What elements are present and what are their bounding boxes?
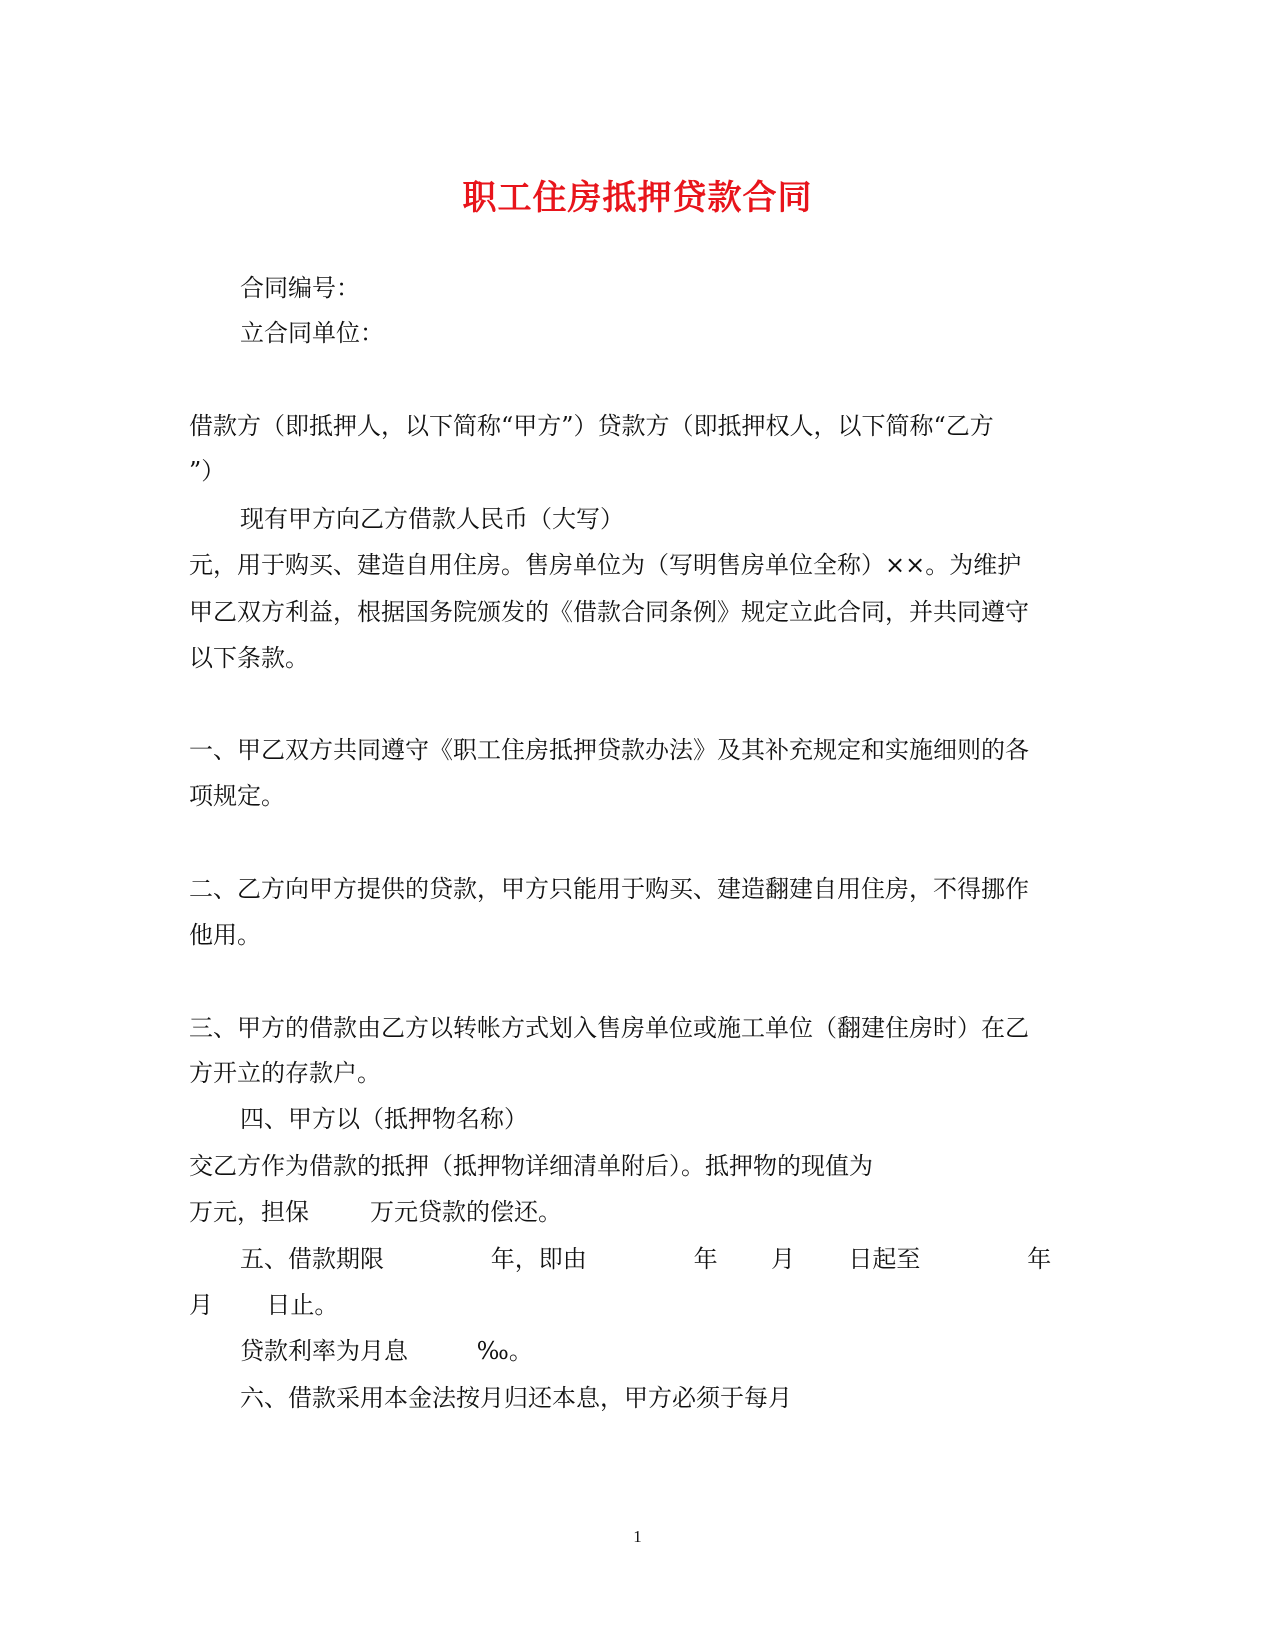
interest-rate-line: 贷款利率为月息 ‰。 — [240, 1337, 533, 1365]
paragraph-line: 甲乙双方利益，根据国务院颁发的《借款合同条例》规定立此合同，并共同遵守 — [189, 598, 1029, 626]
clause-3-cont: 方开立的存款户。 — [189, 1059, 381, 1087]
clause-2: 二、乙方向甲方提供的贷款，甲方只能用于购买、建造翻建自用住房，不得挪作 — [189, 875, 1029, 903]
paragraph-line: 借款方（即抵押人，以下简称“甲方”）贷款方（即抵押权人，以下简称“乙方 — [189, 412, 994, 440]
clause-4: 四、甲方以（抵押物名称） — [240, 1105, 528, 1133]
document-title: 职工住房抵押贷款合同 — [462, 178, 813, 218]
clause-4-cont: 万元，担保 万元贷款的偿还。 — [189, 1198, 563, 1226]
contract-parties-label: 立合同单位： — [240, 319, 384, 347]
clause-3: 三、甲方的借款由乙方以转帐方式划入售房单位或施工单位（翻建住房时）在乙 — [189, 1014, 1029, 1042]
clause-1-cont: 项规定。 — [189, 782, 285, 810]
clause-5-cont: 月 日止。 — [189, 1291, 339, 1319]
paragraph-line: 以下条款。 — [189, 644, 309, 672]
paragraph-line: 元，用于购买、建造自用住房。售房单位为（写明售房单位全称）××。为维护 — [189, 551, 1022, 579]
clause-6: 六、借款采用本金法按月归还本息，甲方必须于每月 — [240, 1384, 792, 1412]
paragraph-line: ”） — [189, 457, 226, 485]
contract-number-label: 合同编号： — [240, 274, 360, 302]
clause-2-cont: 他用。 — [189, 921, 261, 949]
paragraph-line: 现有甲方向乙方借款人民币（大写） — [240, 505, 624, 533]
clause-1: 一、甲乙双方共同遵守《职工住房抵押贷款办法》及其补充规定和实施细则的各 — [189, 736, 1029, 764]
clause-5: 五、借款期限 年，即由 年 月 日起至 年 — [240, 1245, 1052, 1273]
clause-4-cont: 交乙方作为借款的抵押（抵押物详细清单附后）。抵押物的现值为 — [189, 1152, 873, 1180]
page-number: 1 — [633, 1527, 642, 1546]
